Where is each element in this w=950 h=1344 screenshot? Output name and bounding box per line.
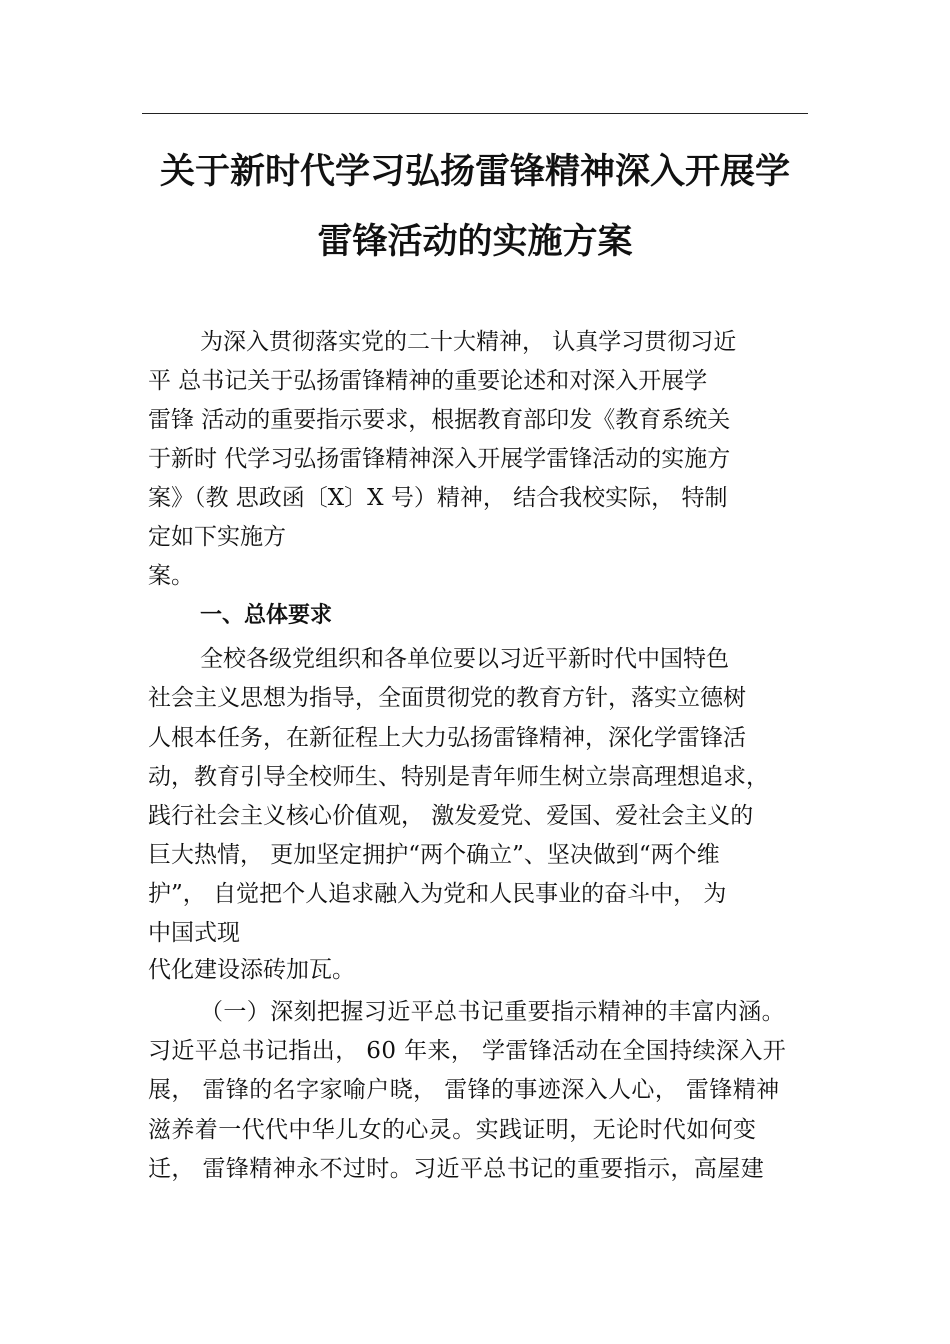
document-title-line-1: 关于新时代学习弘扬雷锋精神深入开展学 — [159, 152, 790, 192]
intro-paragraph-line: 案》（教 思政函〔X〕X 号）精神， 结合我校实际， 特制 — [148, 485, 728, 511]
intro-paragraph-line: 于新时 代学习弘扬雷锋精神深入开展学雷锋活动的实施方 — [148, 446, 731, 472]
section-paragraph-line: 践行社会主义核心价值观， 激发爱党、爱国、爱社会主义的 — [148, 803, 754, 829]
intro-paragraph-line: 为深入贯彻落实党的二十大精神， 认真学习贯彻习近 — [200, 329, 737, 355]
section-paragraph-line: 中国式现 — [148, 920, 240, 946]
subsection-paragraph-line: 迁， 雷锋精神永不过时。习近平总书记的重要指示，高屋建 — [148, 1156, 765, 1182]
intro-paragraph-line: 案。 — [148, 563, 194, 589]
header-rule — [142, 113, 808, 114]
section-heading: 一、总体要求 — [200, 603, 333, 628]
section-paragraph-line: 动，教育引导全校师生、特别是青年师生树立崇高理想追求， — [148, 764, 769, 790]
section-paragraph-line: 巨大热情， 更加坚定拥护“两个确立”、坚决做到“两个维 — [148, 842, 720, 868]
subsection-heading-line: （一）深刻把握习近平总书记重要指示精神的丰富内涵。 — [200, 999, 785, 1025]
intro-paragraph-line: 定如下实施方 — [148, 524, 286, 550]
section-paragraph-line: 代化建设添砖加瓦。 — [148, 957, 355, 983]
document-title-line-2: 雷锋活动的实施方案 — [317, 222, 633, 262]
subsection-paragraph-line: 展， 雷锋的名字家喻户晓， 雷锋的事迹深入人心， 雷锋精神 — [148, 1077, 780, 1103]
intro-paragraph-line: 平 总书记关于弘扬雷锋精神的重要论述和对深入开展学 — [148, 368, 708, 394]
intro-paragraph-line: 雷锋 活动的重要指示要求，根据教育部印发《教育系统关 — [148, 407, 731, 433]
subsection-paragraph-line: 习近平总书记指出， 60 年来， 学雷锋活动在全国持续深入开 — [148, 1038, 787, 1064]
section-paragraph-line: 护”， 自觉把个人追求融入为党和人民事业的奋斗中， 为 — [148, 881, 727, 907]
subsection-paragraph-line: 滋养着一代代中华儿女的心灵。实践证明，无论时代如何变 — [148, 1117, 757, 1143]
section-paragraph-line: 人根本任务，在新征程上大力弘扬雷锋精神，深化学雷锋活 — [148, 725, 746, 751]
section-paragraph-line: 社会主义思想为指导，全面贯彻党的教育方针，落实立德树 — [148, 685, 746, 711]
section-paragraph-line: 全校各级党组织和各单位要以习近平新时代中国特色 — [200, 646, 729, 672]
